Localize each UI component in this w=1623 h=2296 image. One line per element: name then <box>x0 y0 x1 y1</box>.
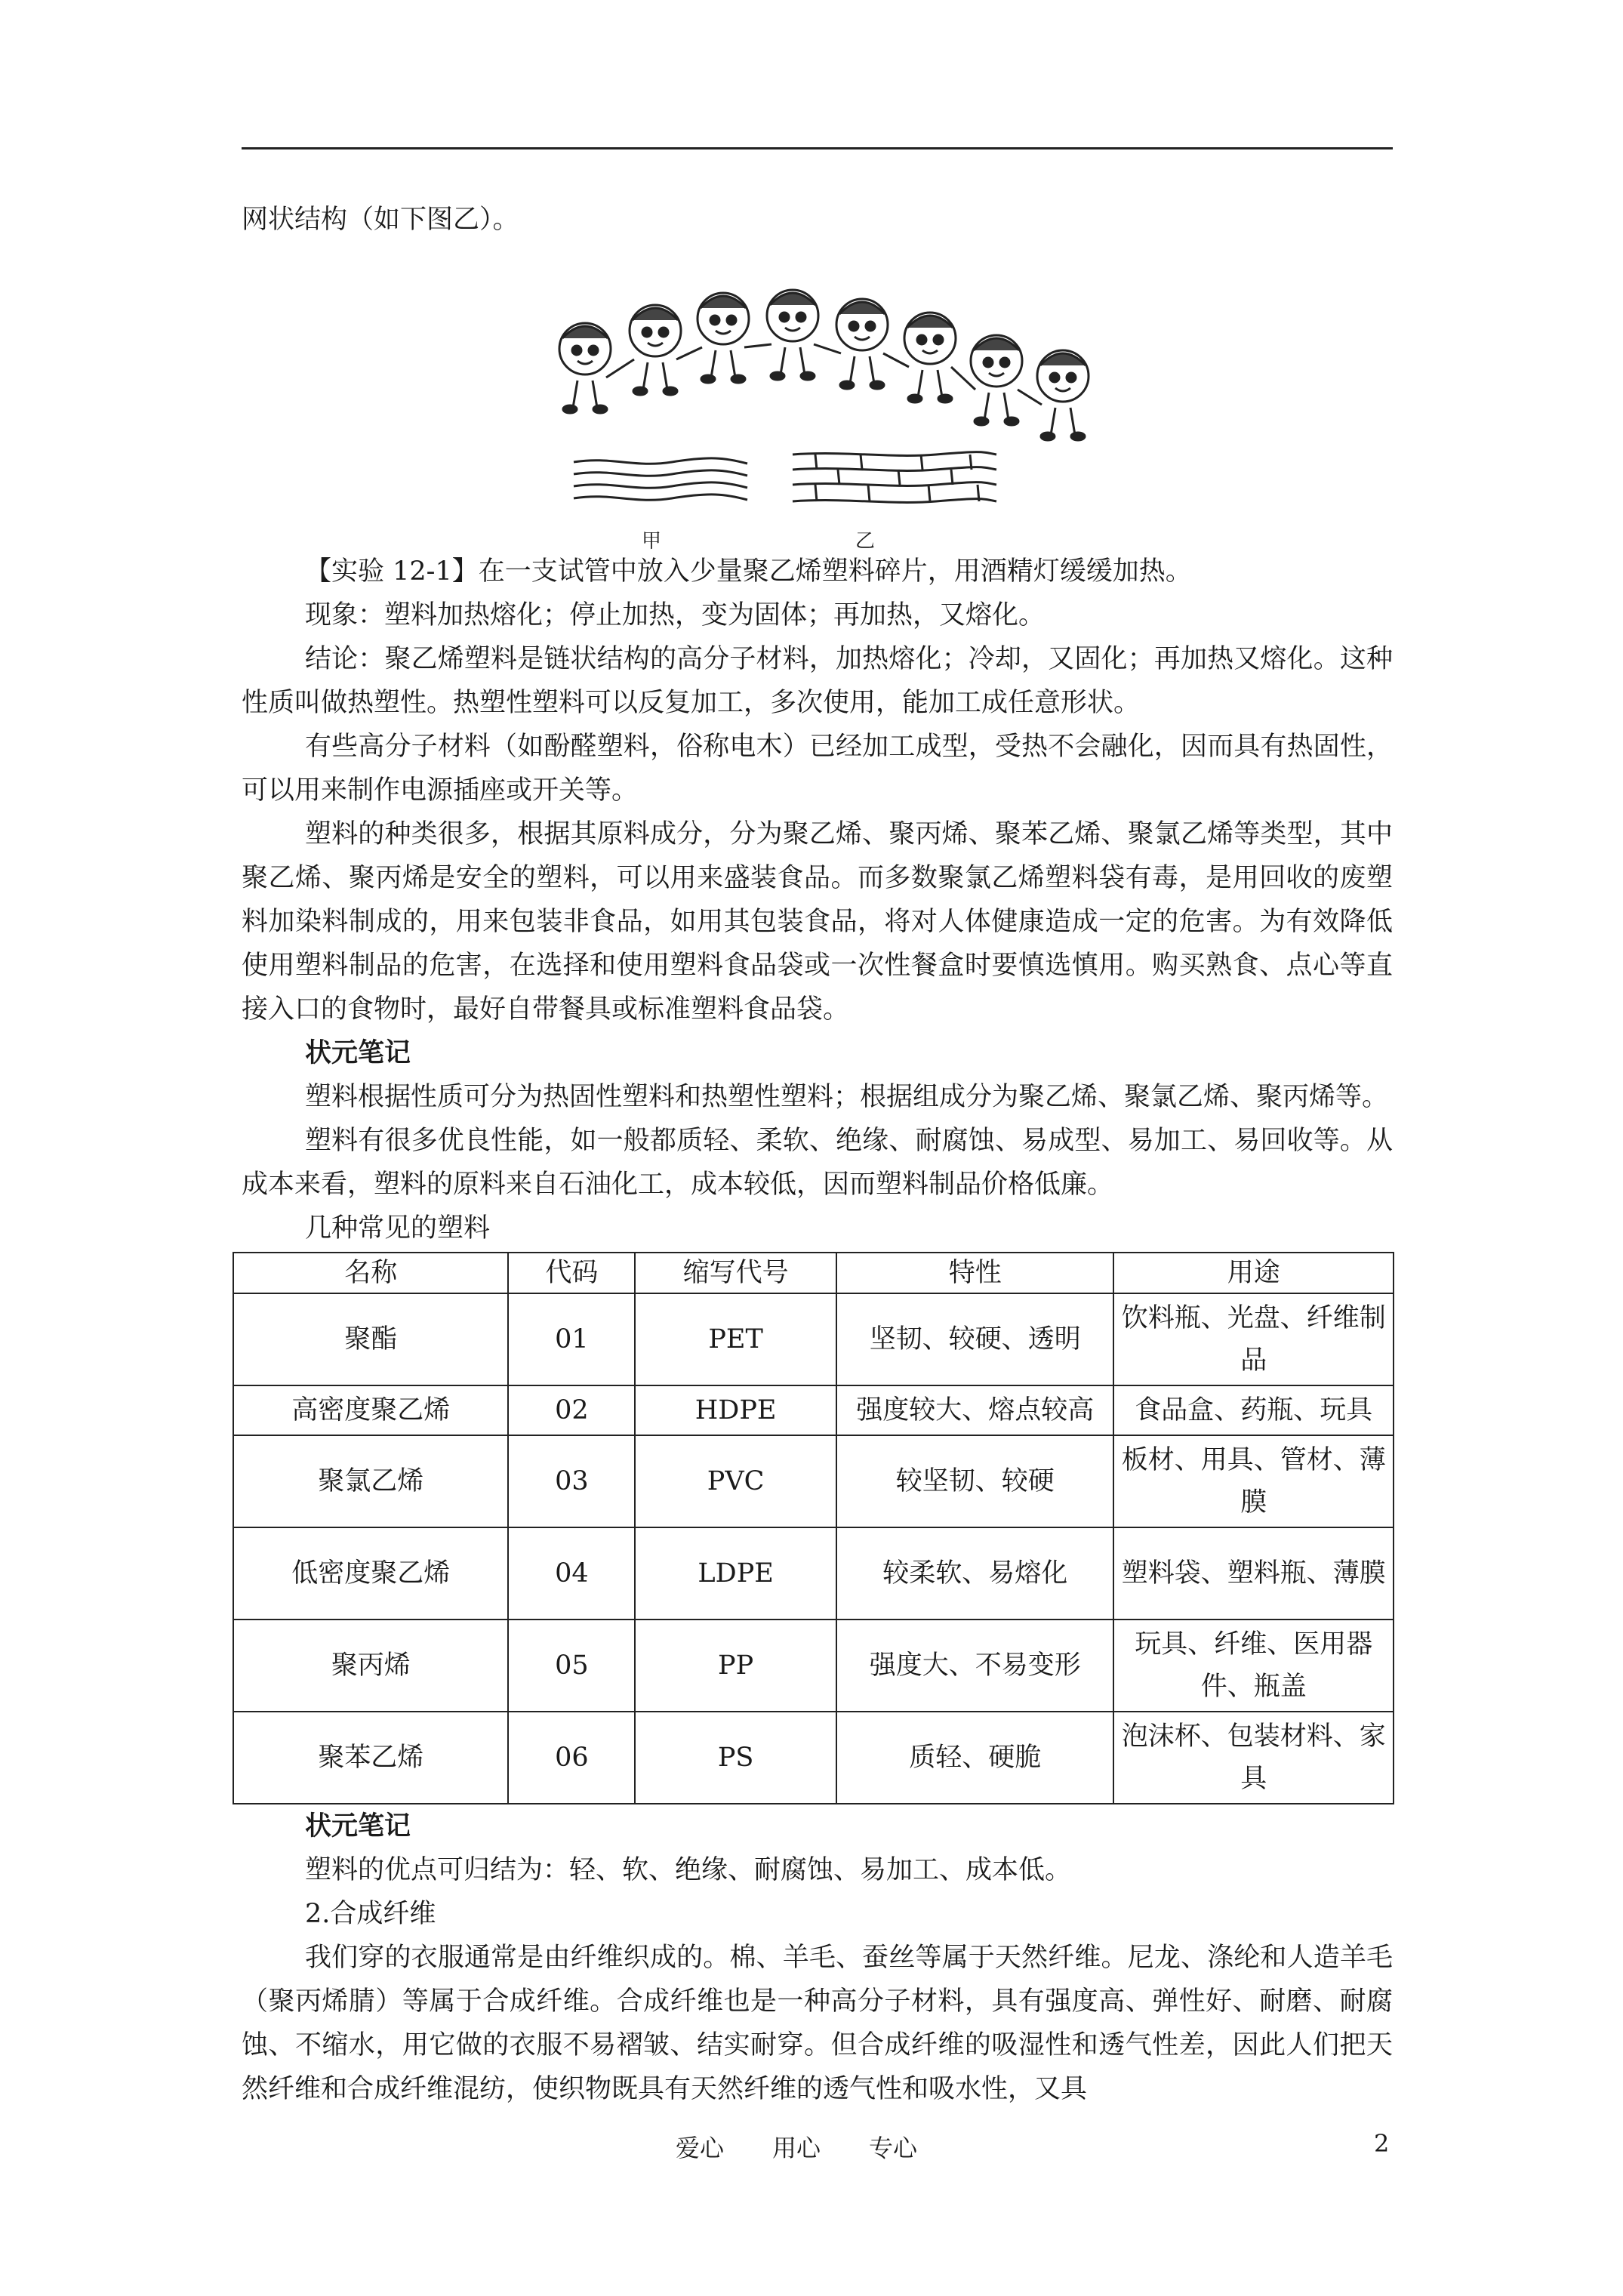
polymer-structure-figure <box>544 242 1147 553</box>
section-heading: 2.合成纤维 <box>305 1899 436 1929</box>
table-cell: 强度大、不易变形 <box>836 1620 1114 1712</box>
experiment-paragraph: 【实验 12-1】在一支试管中放入少量聚乙烯塑料碎片，用酒精灯缓缓加热。 <box>305 556 1192 587</box>
kid-foot <box>1005 418 1018 425</box>
linear-chain-line <box>574 482 747 488</box>
kid-eye <box>710 316 719 325</box>
column-header: 特性 <box>836 1253 1114 1293</box>
network-crosslink <box>921 455 922 470</box>
kid-leg <box>643 362 648 390</box>
kid-eye <box>796 313 805 322</box>
table-cell: PET <box>635 1293 836 1385</box>
kid-eye <box>917 335 926 344</box>
kid-leg <box>870 356 874 384</box>
kid-foot <box>801 372 815 380</box>
table-cell: 坚韧、较硬、透明 <box>836 1293 1114 1385</box>
plastic-types-paragraph: 塑料的种类很多，根据其原料成分，分为聚乙烯、聚丙烯、聚苯乙烯、聚氯乙烯等类型，其中聚乙烯、聚丙烯是安全的塑料，可以用来盛装食品。而多数聚氯乙烯塑料袋有毒，是用回收的废塑料加染料制成的，用来包装非食品，如用其包装食品，将对人体健康造成一定的危害。为有效降低使用塑料制品的危害，在选择和使用塑料食品袋或一次性餐盒时要慎选慎用。购买熟食、点心等直接入口的食物时，最好自带餐具或标准塑料食品袋。 <box>242 819 1393 1025</box>
table-cell: 玩具、纤维、医用器件、瓶盖 <box>1113 1620 1394 1712</box>
kid-leg <box>938 370 942 397</box>
network-crosslink <box>815 485 817 501</box>
kid-eye <box>589 346 598 355</box>
holding-hands-arm <box>744 344 771 347</box>
kid-eye <box>780 313 789 322</box>
kid-foot <box>938 395 952 402</box>
table-row <box>233 1293 1394 1385</box>
table-cell: 02 <box>508 1385 635 1435</box>
table-cell: 03 <box>508 1435 635 1527</box>
network-chain-line <box>793 467 996 471</box>
network-crosslink <box>978 485 979 501</box>
table-cell: 04 <box>508 1527 635 1620</box>
table-cell: PVC <box>635 1435 836 1527</box>
kid-foot <box>975 418 988 425</box>
network-chain-line <box>793 452 996 456</box>
kid-eye <box>934 335 943 344</box>
network-crosslink <box>898 470 900 485</box>
figure-drawing <box>544 242 1147 550</box>
table-cell: 饮料瓶、光盘、纤维制品 <box>1113 1293 1394 1385</box>
column-header: 代码 <box>508 1253 635 1293</box>
network-crosslink <box>868 485 870 501</box>
table-cell: 板材、用具、管材、薄膜 <box>1113 1435 1394 1527</box>
intro-line: 网状结构（如下图乙）。 <box>242 205 519 235</box>
kid-leg <box>1070 408 1075 435</box>
table-cell: 强度较大、熔点较高 <box>836 1385 1114 1435</box>
kid-foot <box>870 381 884 389</box>
table-row <box>233 1527 1394 1620</box>
table-cell: 高密度聚乙烯 <box>233 1385 508 1435</box>
kid-leg <box>781 347 785 374</box>
holding-hands-arm <box>1018 390 1042 405</box>
table-cell: 06 <box>508 1712 635 1804</box>
kid-eye <box>642 328 651 337</box>
network-chain-line <box>793 499 996 503</box>
table-row <box>233 1620 1394 1712</box>
holding-hands-arm <box>606 359 634 378</box>
note-paragraph: 塑料根据性质可分为热固性塑料和热塑性塑料；根据组成分为聚乙烯、聚氯乙烯、聚丙烯等。 <box>305 1082 1389 1112</box>
kid-foot <box>664 387 677 395</box>
table-cell: HDPE <box>635 1385 836 1435</box>
note-title: 状元笔记 <box>305 1037 411 1068</box>
table-cell: 聚苯乙烯 <box>233 1712 508 1804</box>
table-cell: 聚氯乙烯 <box>233 1435 508 1527</box>
linear-chain-line <box>574 495 747 500</box>
table-header-row <box>233 1253 1394 1293</box>
kid-foot <box>701 375 715 383</box>
kid-eye <box>727 316 736 325</box>
network-crosslink <box>951 470 953 485</box>
table-cell: 05 <box>508 1620 635 1712</box>
figure-label-right: 乙 <box>855 530 876 553</box>
kid-foot <box>771 372 784 380</box>
linear-chain-line <box>574 458 747 464</box>
table-cell: 食品盒、药瓶、玩具 <box>1113 1385 1394 1435</box>
network-chain-line <box>793 482 996 486</box>
kid-leg <box>918 370 922 397</box>
kid-leg <box>984 393 989 420</box>
kid-foot <box>731 375 745 383</box>
network-crosslink <box>861 455 862 470</box>
kid-leg <box>850 356 855 384</box>
fiber-paragraph: 我们穿的衣服通常是由纤维织成的。棉、羊毛、蚕丝等属于天然纤维。尼龙、涤纶和人造羊毛（聚丙烯腈）等属于合成纤维。合成纤维也是一种高分子材料，具有强度高、弹性好、耐磨、耐腐蚀、不缩水，用它做的衣服不易褶皱、结实耐穿。但合成纤维的吸湿性和透气性差，因此人们把天然纤维和合成纤维混纺，使织物既具有天然纤维的透气性和吸水性，又具 <box>242 1943 1393 2104</box>
kid-leg <box>1051 408 1055 435</box>
kid-eye <box>866 322 875 331</box>
table-cell: PP <box>635 1620 836 1712</box>
table-cell: 质轻、硬脆 <box>836 1712 1114 1804</box>
footer-motto: 爱心 用心 专心 <box>676 2134 918 2162</box>
kid-foot <box>633 387 647 395</box>
kid-leg <box>800 347 805 374</box>
table-cell: LDPE <box>635 1527 836 1620</box>
kid-eye <box>572 346 581 355</box>
holding-hands-arm <box>883 353 909 367</box>
kid-foot <box>908 395 922 402</box>
table-cell: 聚酯 <box>233 1293 508 1385</box>
network-crosslink <box>970 455 972 470</box>
kid-leg <box>711 350 716 378</box>
note-paragraph: 塑料有很多优良性能，如一般都质轻、柔软、绝缘、耐腐蚀、易成型、易加工、易回收等。从成本来看，塑料的原料来自石油化工，成本较低，因而塑料制品价格低廉。 <box>242 1126 1393 1200</box>
kid-eye <box>1050 373 1059 382</box>
table-cell: 低密度聚乙烯 <box>233 1527 508 1620</box>
kid-eye <box>1067 373 1076 382</box>
network-crosslink <box>838 470 839 485</box>
column-header: 名称 <box>233 1253 508 1293</box>
kid-eye <box>849 322 858 331</box>
kid-foot <box>593 405 607 413</box>
table-row <box>233 1712 1394 1804</box>
network-crosslink <box>815 455 817 470</box>
note-title: 状元笔记 <box>305 1811 411 1841</box>
kid-leg <box>663 362 667 390</box>
holding-hands-arm <box>676 347 702 359</box>
network-crosslink <box>929 485 930 501</box>
table-cell: 01 <box>508 1293 635 1385</box>
table-cell: PS <box>635 1712 836 1804</box>
kid-leg <box>593 381 597 408</box>
page-number: 2 <box>1374 2129 1390 2158</box>
table-cell: 聚丙烯 <box>233 1620 508 1712</box>
table-cell: 塑料袋、塑料瓶、薄膜 <box>1113 1527 1394 1620</box>
phenomenon-paragraph: 现象：塑料加热熔化；停止加热，变为固体；再加热，又熔化。 <box>305 600 1046 630</box>
column-header: 缩写代号 <box>635 1253 836 1293</box>
page-content <box>242 198 1393 2111</box>
column-header: 用途 <box>1113 1253 1394 1293</box>
table-cell: 较坚韧、较硬 <box>836 1435 1114 1527</box>
kid-leg <box>731 350 735 378</box>
linear-chain-line <box>574 470 747 476</box>
kid-foot <box>840 381 854 389</box>
kid-foot <box>1071 433 1085 440</box>
note-paragraph: 塑料的优点可归结为：轻、软、绝缘、耐腐蚀、易加工、成本低。 <box>305 1855 1072 1885</box>
kid-eye <box>659 328 668 337</box>
kid-foot <box>563 405 577 413</box>
conclusion-paragraph: 结论：聚乙烯塑料是链状结构的高分子材料，加热熔化；冷却，又固化；再加热又熔化。这种性质叫做热塑性。热塑性塑料可以反复加工，多次使用，能加工成任意形状。 <box>242 644 1393 718</box>
kid-eye <box>1000 358 1009 367</box>
holding-hands-arm <box>814 344 841 353</box>
header-rule <box>242 147 1393 149</box>
kid-foot <box>1041 433 1055 440</box>
kid-leg <box>1004 393 1009 420</box>
table-row <box>233 1385 1394 1435</box>
table-cell: 泡沫杯、包装材料、家具 <box>1113 1712 1394 1804</box>
plastics-table <box>233 1252 1394 1804</box>
figure-label-left: 甲 <box>642 530 662 553</box>
thermoset-paragraph: 有些高分子材料（如酚醛塑料，俗称电木）已经加工成型，受热不会融化，因而具有热固性，可以用来制作电源插座或开关等。 <box>242 732 1393 806</box>
table-row <box>233 1435 1394 1527</box>
kid-leg <box>573 381 577 408</box>
table-cell: 较柔软、易熔化 <box>836 1527 1114 1620</box>
kid-eye <box>984 358 993 367</box>
table-caption: 几种常见的塑料 <box>305 1213 491 1244</box>
